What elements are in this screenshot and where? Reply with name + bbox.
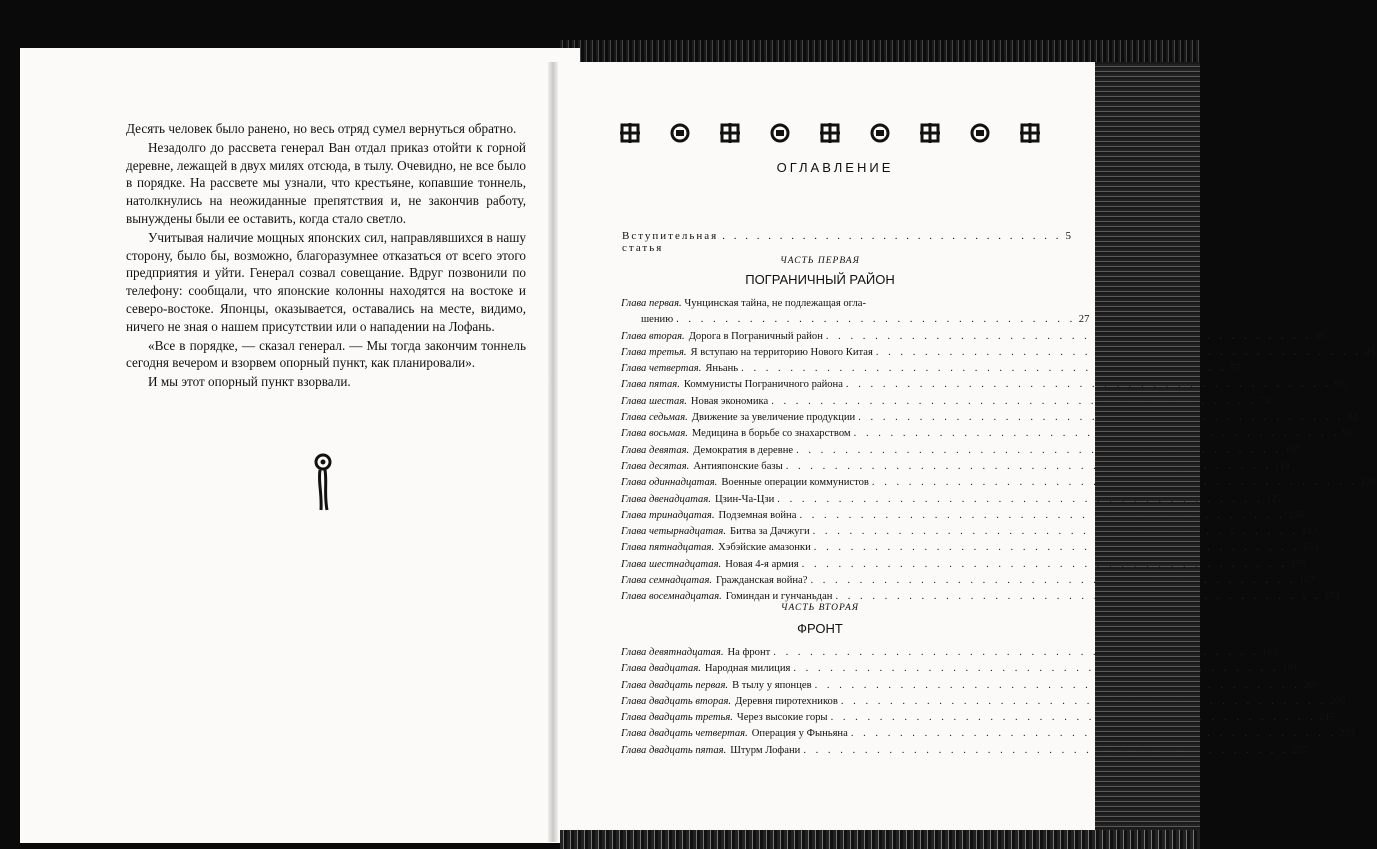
toc-page: 82 [1346,412,1358,424]
toc-entry-title: Антияпонские базы [693,460,783,472]
toc-entry-title: Гоминдан и гунчаньдан [725,591,833,603]
toc-chapter: Глава тринадцатая. [621,509,715,521]
part1-toc-list [621,296,1377,606]
toc-entry [621,645,1278,661]
toc-entry-title: Движение за увеличение продукции [691,412,856,424]
toc-page: 153 [1302,542,1319,554]
leader-dots: . . . . . . . . . . . . . . . . . . . . . . . . . . . . . . . . . . . . . . . . [825,330,1312,342]
leader-dots: . . . . . . . . . . . . . . . . . . . . . . . . . . . . . . . . . . . . . . . . [741,363,1227,375]
toc-chapter: Глава одиннадцатая. [621,477,718,489]
toc-entry [621,557,1307,573]
toc-chapter: Глава девятая. [621,444,690,456]
leader-dots: . . . . . . . . . . . . . . . . . . . . . . . . . . . . . . . . . . . . . . . . [803,744,1290,756]
toc-page: 135 [1288,509,1305,521]
toc-entry-title: Хэбэйские амазонки [718,542,811,554]
toc-chapter: Глава шестая. [621,395,687,407]
toc-page: 114 [1274,460,1290,472]
toc-entry-title: Через высокие горы [736,712,828,724]
toc-entry [621,678,1320,694]
leader-dots: . . . . . . . . . . . . . . . . . . . . . . . . . . . . . . . . . . . . . . . . [813,542,1300,554]
paragraph-3: Учитывая наличие мощных японских сил, направлявшихся в нашу сторону, было бы, возможно, благоразумнее отказаться от всего этого предприятия и уйти. Генерал созвал совещание. Вдруг позвонили по телефону: сообщали, что японские колонны находятся на востоке и северо-востоке. Японцы, оказывается, оставались на месте, видимо, ничего не зная о нашем присутствии или о нападении на Лофань. [126,229,526,334]
toc-entry [621,524,1318,540]
toc-chapter: Глава шестнадцатая. [621,558,722,570]
paragraph-5: И мы этот опорный пункт взорвали. [148,374,351,390]
leader-dots: . . . . . . . . . . . . . . . . . . . . . . . . . . . . . . . . . . . . . . . . [773,647,1259,658]
leader-dots: . . . . . . . . . . . . . . . . . . . . . . . . . . . . . . . . . . . . . . . . [785,460,1272,472]
part2-title: ФРОНТ [797,621,843,636]
toc-chapter: Глава двадцать третья. [621,712,733,724]
leader-dots: . . . . . . . . . . . . . . . . . . . . . . . . . . . . . . . . . . . . . . . . [801,558,1288,570]
leader-dots: . . . . . . . . . . . . . . . . . . . . . . . . . . . . . . . . . . . . . . . . [793,663,1280,675]
toc-page: 183 [1262,647,1278,658]
toc-page: 221 [1339,728,1356,740]
toc-entry [621,361,1241,377]
toc-chapter: Глава двадцать четвертая. [621,728,748,740]
left-page-text [126,120,526,392]
toc-entry-title: В тылу у японцев [732,679,812,691]
toc-entry [621,345,1376,361]
toc-chapter: Глава восемнадцатая. [621,591,722,603]
paragraph-2: Незадолго до рассвета генерал Ван отдал приказ отойти к горной деревне, лежащей в двух милях отсюда, в тылу. Очевидно, не все было в порядке. На рассвете мы узнали, что крестьяне, копавшие тоннель, натолкнулись на неожиданные препятствия и, не закончив работу, вынуждены были ее оставить, когда стало светло. [126,139,526,226]
toc-entry [621,410,1358,426]
toc-entry [621,710,1336,726]
paragraph-1: Десять человек было ранено, но весь отряд сумел вернуться обратно. [126,121,517,136]
part2-label: ЧАСТЬ ВТОРАЯ [780,603,860,613]
toc-chapter: Глава седьмая. [621,412,688,424]
leader-dots: . . . . . . . . . . . . . . . . . . . . . . . . . . . . . . . . . . . . . . . . [814,679,1301,691]
toc-entry [621,492,1282,508]
leader-dots: . . . . . . . . . . . . . . . . . . . . . . . . . . . . . . . . . . . . . . . . [871,477,1358,489]
toc-entry [621,540,1319,556]
toc-entry-title: Новая 4-я армия [725,558,799,570]
scan-noise-bottom [560,830,1200,849]
paragraph-4: «Все в порядке, — сказал генерал. — Мы тогда закончим тоннель сегодня вечером и взорвем опорный пункт, как планировали». [126,337,526,371]
toc-page: 191 [1282,663,1298,675]
toc-entry-title: Яньань [705,363,739,375]
toc-entry [621,508,1305,524]
toc-chapter: Глава десятая. [621,460,690,472]
toc-entry-title: Военные операции коммунистов [721,477,869,489]
toc-entry [621,296,1090,329]
toc-intro-row [622,230,1071,254]
toc-entry-title: Подземная война [718,509,797,521]
toc-page: 27 [1078,314,1090,326]
toc-chapter: Глава первая. [621,298,682,309]
toc-chapter: Глава пятнадцатая. [621,542,715,554]
toc-entry [621,743,1308,759]
leader-dots: . . . . . . . . . . . . . . . . . . . . . . . . . . . . . . . . . . . . . . . . [796,444,1282,456]
ornament-circle-icon [670,123,690,143]
toc-title: ОГЛАВЛЕНИЕ [776,160,894,175]
toc-entry-title: Коммунисты Пограничного района [683,379,843,391]
toc-entry [621,573,1316,589]
toc-entry-title: Чунцинская тайна, не подлежащая огла- [684,298,866,309]
toc-chapter: Глава двадцать первая. [621,679,729,691]
part2-toc-list [621,645,1356,759]
toc-entry-title: Я вступаю на территорию Нового Китая [690,346,873,358]
ornament-cross-icon [820,123,840,143]
toc-page: 96 [1342,428,1353,440]
toc-page: 57 [1229,363,1241,375]
leader-dots: . . . . . . . . . . . . . . . . . . . . . . . . . . . . . . . . . . . . . . . . [845,379,1332,391]
ornament-row [620,118,1040,148]
leader-dots: . . . . . . . . . . . . . . . . . . . . . . . . . . . . . . . . . . . . . . . . [875,346,1362,358]
toc-chapter: Глава двадцать вторая. [621,695,732,707]
toc-entry [621,329,1326,345]
toc-intro-page: 5 [1065,230,1071,242]
toc-chapter: Глава третья. [621,346,687,358]
toc-entry [621,726,1356,742]
leader-dots: . . . . . . . . . . . . . . . . . . . . . . . . . . . . . . . . . . . . . . . . [799,509,1286,521]
toc-page: 167 [1299,575,1316,587]
leader-dots: . . . . . . . . . . . . . . . . . . . . . . . . . . . . . . . . . . . . . . . . [858,412,1344,424]
toc-page: 65 [1334,379,1346,391]
toc-entry-title: Штурм Лофани [730,744,801,756]
part1-title: ПОГРАНИЧНЫЙ РАЙОН [745,272,895,287]
ornament-cross-icon [620,123,640,143]
toc-entry-title: Операция у Фыньяна [751,728,848,740]
toc-entry-title: Битва за Дачжуги [730,526,810,538]
toc-entry [621,694,1346,710]
ornament-circle-icon [770,123,790,143]
end-ornament-icon [313,452,339,514]
leader-dots: . . . . . . . . . . . . . . . . . . . . . . . . . . . . . . . . . . . . . . . . [830,712,1317,724]
toc-page: 174 [1324,591,1341,603]
leader-dots: . . . . . . . . . . . . . . . . . . . . . . . . . . . . . . . . . . . . . . . . [812,526,1299,538]
toc-entry-title: Дорога в Пограничный район [688,330,823,342]
leader-dots: . . . . . . . . . . . . . . . . . . . . . . . . . . . . . . . . . . . . . . . . [777,493,1263,505]
toc-entry [621,475,1377,491]
book-gutter [548,62,558,842]
ornament-cross-icon [1020,123,1040,143]
toc-entry [621,426,1353,442]
toc-page: 208 [1329,695,1346,707]
toc-entry-title: Деревня пиротехников [735,695,838,707]
toc-entry-title: Медицина в борьбе со знахарством [691,428,851,440]
toc-page: 74 [1259,395,1271,407]
toc-page: 127 [1266,493,1282,505]
toc-chapter: Глава четырнадцатая. [621,526,727,538]
leader-dots: . . . . . . . . . . . . . . . . . . . . . . . . . . . . . . . . . . . . . . . . [771,395,1257,407]
toc-entry-title: Демократия в деревне [693,444,794,456]
leader-dots: . . . . . . . . . . . . . . . . . . . . . . . . . . . . . . . . . [676,314,1076,326]
toc-entry [621,394,1271,410]
toc-chapter: Глава семнадцатая. [621,575,713,587]
leader-dots: . . . . . . . . . . . . . . . . . . . . . . . . . . . . . . [722,230,1062,242]
toc-chapter: Глава двадцатая. [621,663,701,675]
ornament-cross-icon [920,123,940,143]
ornament-cross-icon [720,123,740,143]
leader-dots: . . . . . . . . . . . . . . . . . . . . . . . . . . . . . . . . . . . . . . . . [810,575,1297,587]
toc-page: 215 [1319,712,1336,724]
toc-entry-title: Гражданская война? [716,575,808,587]
toc-page: 227 [1292,744,1308,756]
toc-chapter: Глава девятнадцатая. [621,647,724,658]
toc-page: 107 [1284,444,1301,456]
toc-entry [621,459,1290,475]
ornament-circle-icon [970,123,990,143]
toc-entry-title: Народная милиция [704,663,791,675]
toc-chapter: Глава пятая. [621,379,680,391]
toc-page: 120 [1360,477,1377,489]
toc-chapter: Глава восьмая. [621,428,688,440]
toc-intro-label: Вступительная статья [622,230,719,254]
toc-chapter: Глава вторая. [621,330,685,342]
toc-page: 45 [1364,346,1376,358]
toc-page: 200 [1303,679,1320,691]
toc-page: 159 [1290,558,1307,570]
leader-dots: . . . . . . . . . . . . . . . . . . . . . . . . . . . . . . . . . . . . . . . . [850,728,1337,740]
part1-label: ЧАСТЬ ПЕРВАЯ [780,256,860,266]
leader-dots: . . . . . . . . . . . . . . . . . . . . . . . . . . . . . . . . . . . . . . . . [840,695,1327,707]
toc-entry-title: Цзин-Ча-Цзи [714,493,775,505]
toc-entry [621,661,1298,677]
toc-entry [621,443,1301,459]
toc-chapter: Глава четвертая. [621,363,702,375]
leader-dots: . . . . . . . . . . . . . . . . . . . . . . . . . . . . . . . . . . . . . . . . [853,428,1340,440]
toc-chapter: Глава двадцать пятая. [621,744,727,756]
toc-entry-title-cont: шению [641,314,674,326]
leader-dots: . . . . . . . . . . . . . . . . . . . . . . . . . . . . . . . . . . . . . . . . [835,591,1322,603]
toc-chapter: Глава двенадцатая. [621,493,711,505]
ornament-circle-icon [870,123,890,143]
toc-entry-title: На фронт [727,647,771,658]
toc-entry [621,377,1346,393]
toc-page: 39 [1314,330,1326,342]
toc-entry-title: Новая экономика [690,395,769,407]
toc-page: 143 [1301,526,1318,538]
